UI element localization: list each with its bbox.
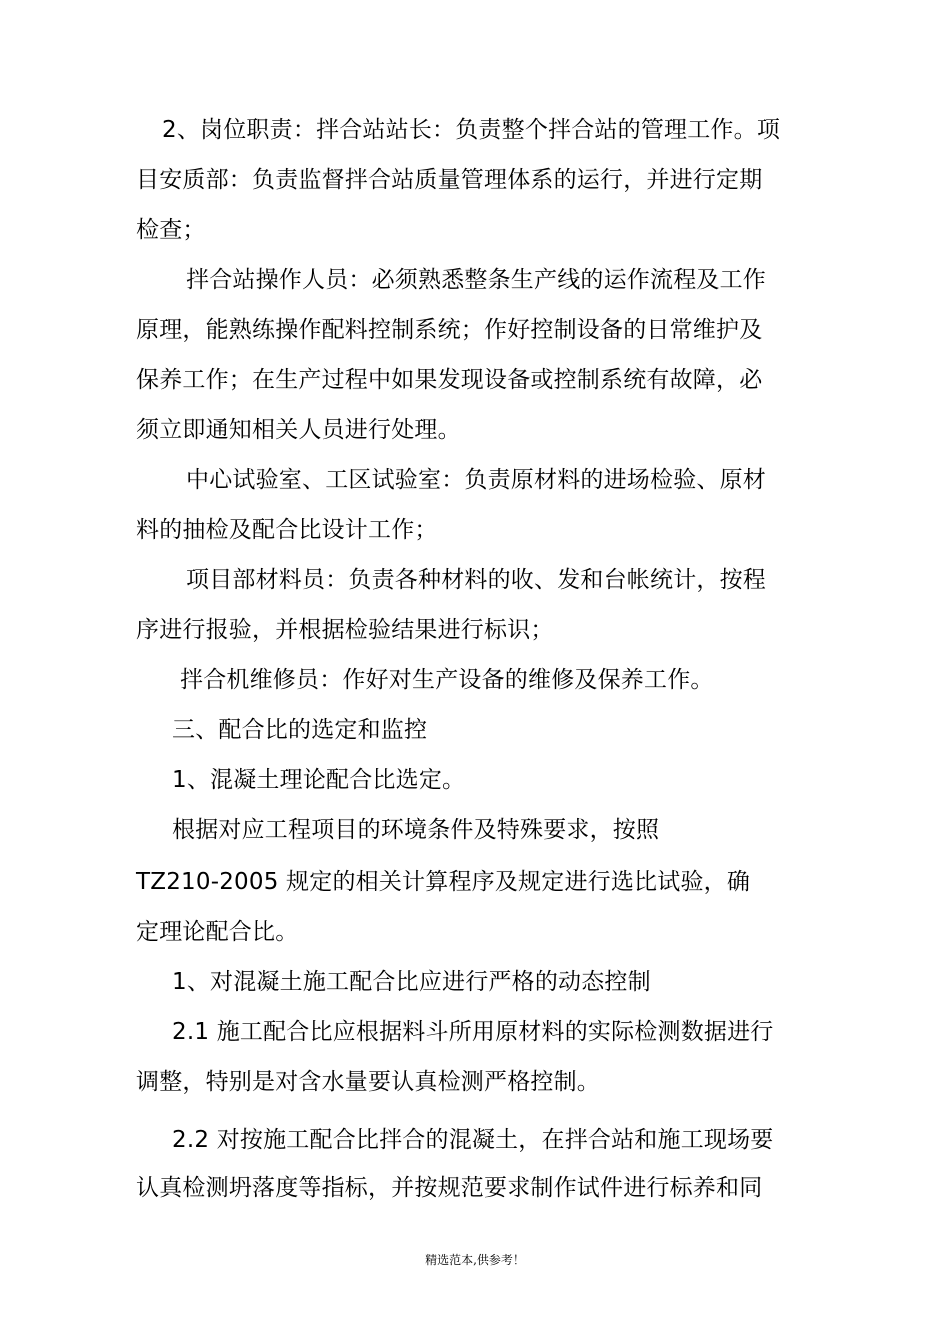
text-line-8: 中心试验室、工区试验室：负责原材料的进场检验、原材	[186, 467, 766, 493]
text-line-22: 认真检测坍落度等指标，并按规范要求制作试件进行标养和同	[136, 1175, 763, 1201]
text-line-18: 1、对混凝土施工配合比应进行严格的动态控制	[172, 969, 651, 995]
text-line-2: 目安质部：负责监督拌合站质量管理体系的运行，并进行定期	[136, 167, 763, 193]
text-line-10: 项目部材料员：负责各种材料的收、发和台帐统计，按程	[186, 567, 766, 593]
text-line-21: 2.2 对按施工配合比拌合的混凝土，在拌合站和施工现场要	[172, 1127, 774, 1153]
text-line-11: 序进行报验，并根据检验结果进行标识；	[136, 617, 554, 643]
text-line-3: 检查；	[136, 217, 206, 243]
text-line-16: TZ210-2005 规定的相关计算程序及规定进行选比试验，确	[136, 869, 751, 895]
text-line-1: 2、岗位职责：拌合站站长：负责整个拌合站的管理工作。项	[162, 117, 781, 143]
text-line-5: 原理，能熟练操作配料控制系统；作好控制设备的日常维护及	[136, 317, 763, 343]
text-line-4: 拌合站操作人员：必须熟悉整条生产线的运作流程及工作	[186, 267, 766, 293]
text-line-17: 定理论配合比。	[136, 919, 299, 945]
text-line-12: 拌合机维修员：作好对生产设备的维修及保养工作。	[180, 667, 714, 693]
text-line-20: 调整，特别是对含水量要认真检测严格控制。	[136, 1069, 600, 1095]
text-line-15: 根据对应工程项目的环境条件及特殊要求，按照	[172, 817, 660, 843]
text-line-19: 2.1 施工配合比应根据料斗所用原材料的实际检测数据进行	[172, 1019, 774, 1045]
page-footer: 精选范本,供参考！	[425, 1253, 525, 1267]
text-line-7: 须立即通知相关人员进行处理。	[136, 417, 461, 443]
section-heading: 三、配合比的选定和监控	[172, 717, 428, 743]
text-line-6: 保养工作；在生产过程中如果发现设备或控制系统有故障，必	[136, 367, 763, 393]
text-line-14: 1、混凝土理论配合比选定。	[172, 767, 466, 793]
text-line-9: 料的抽检及配合比设计工作；	[136, 517, 438, 543]
